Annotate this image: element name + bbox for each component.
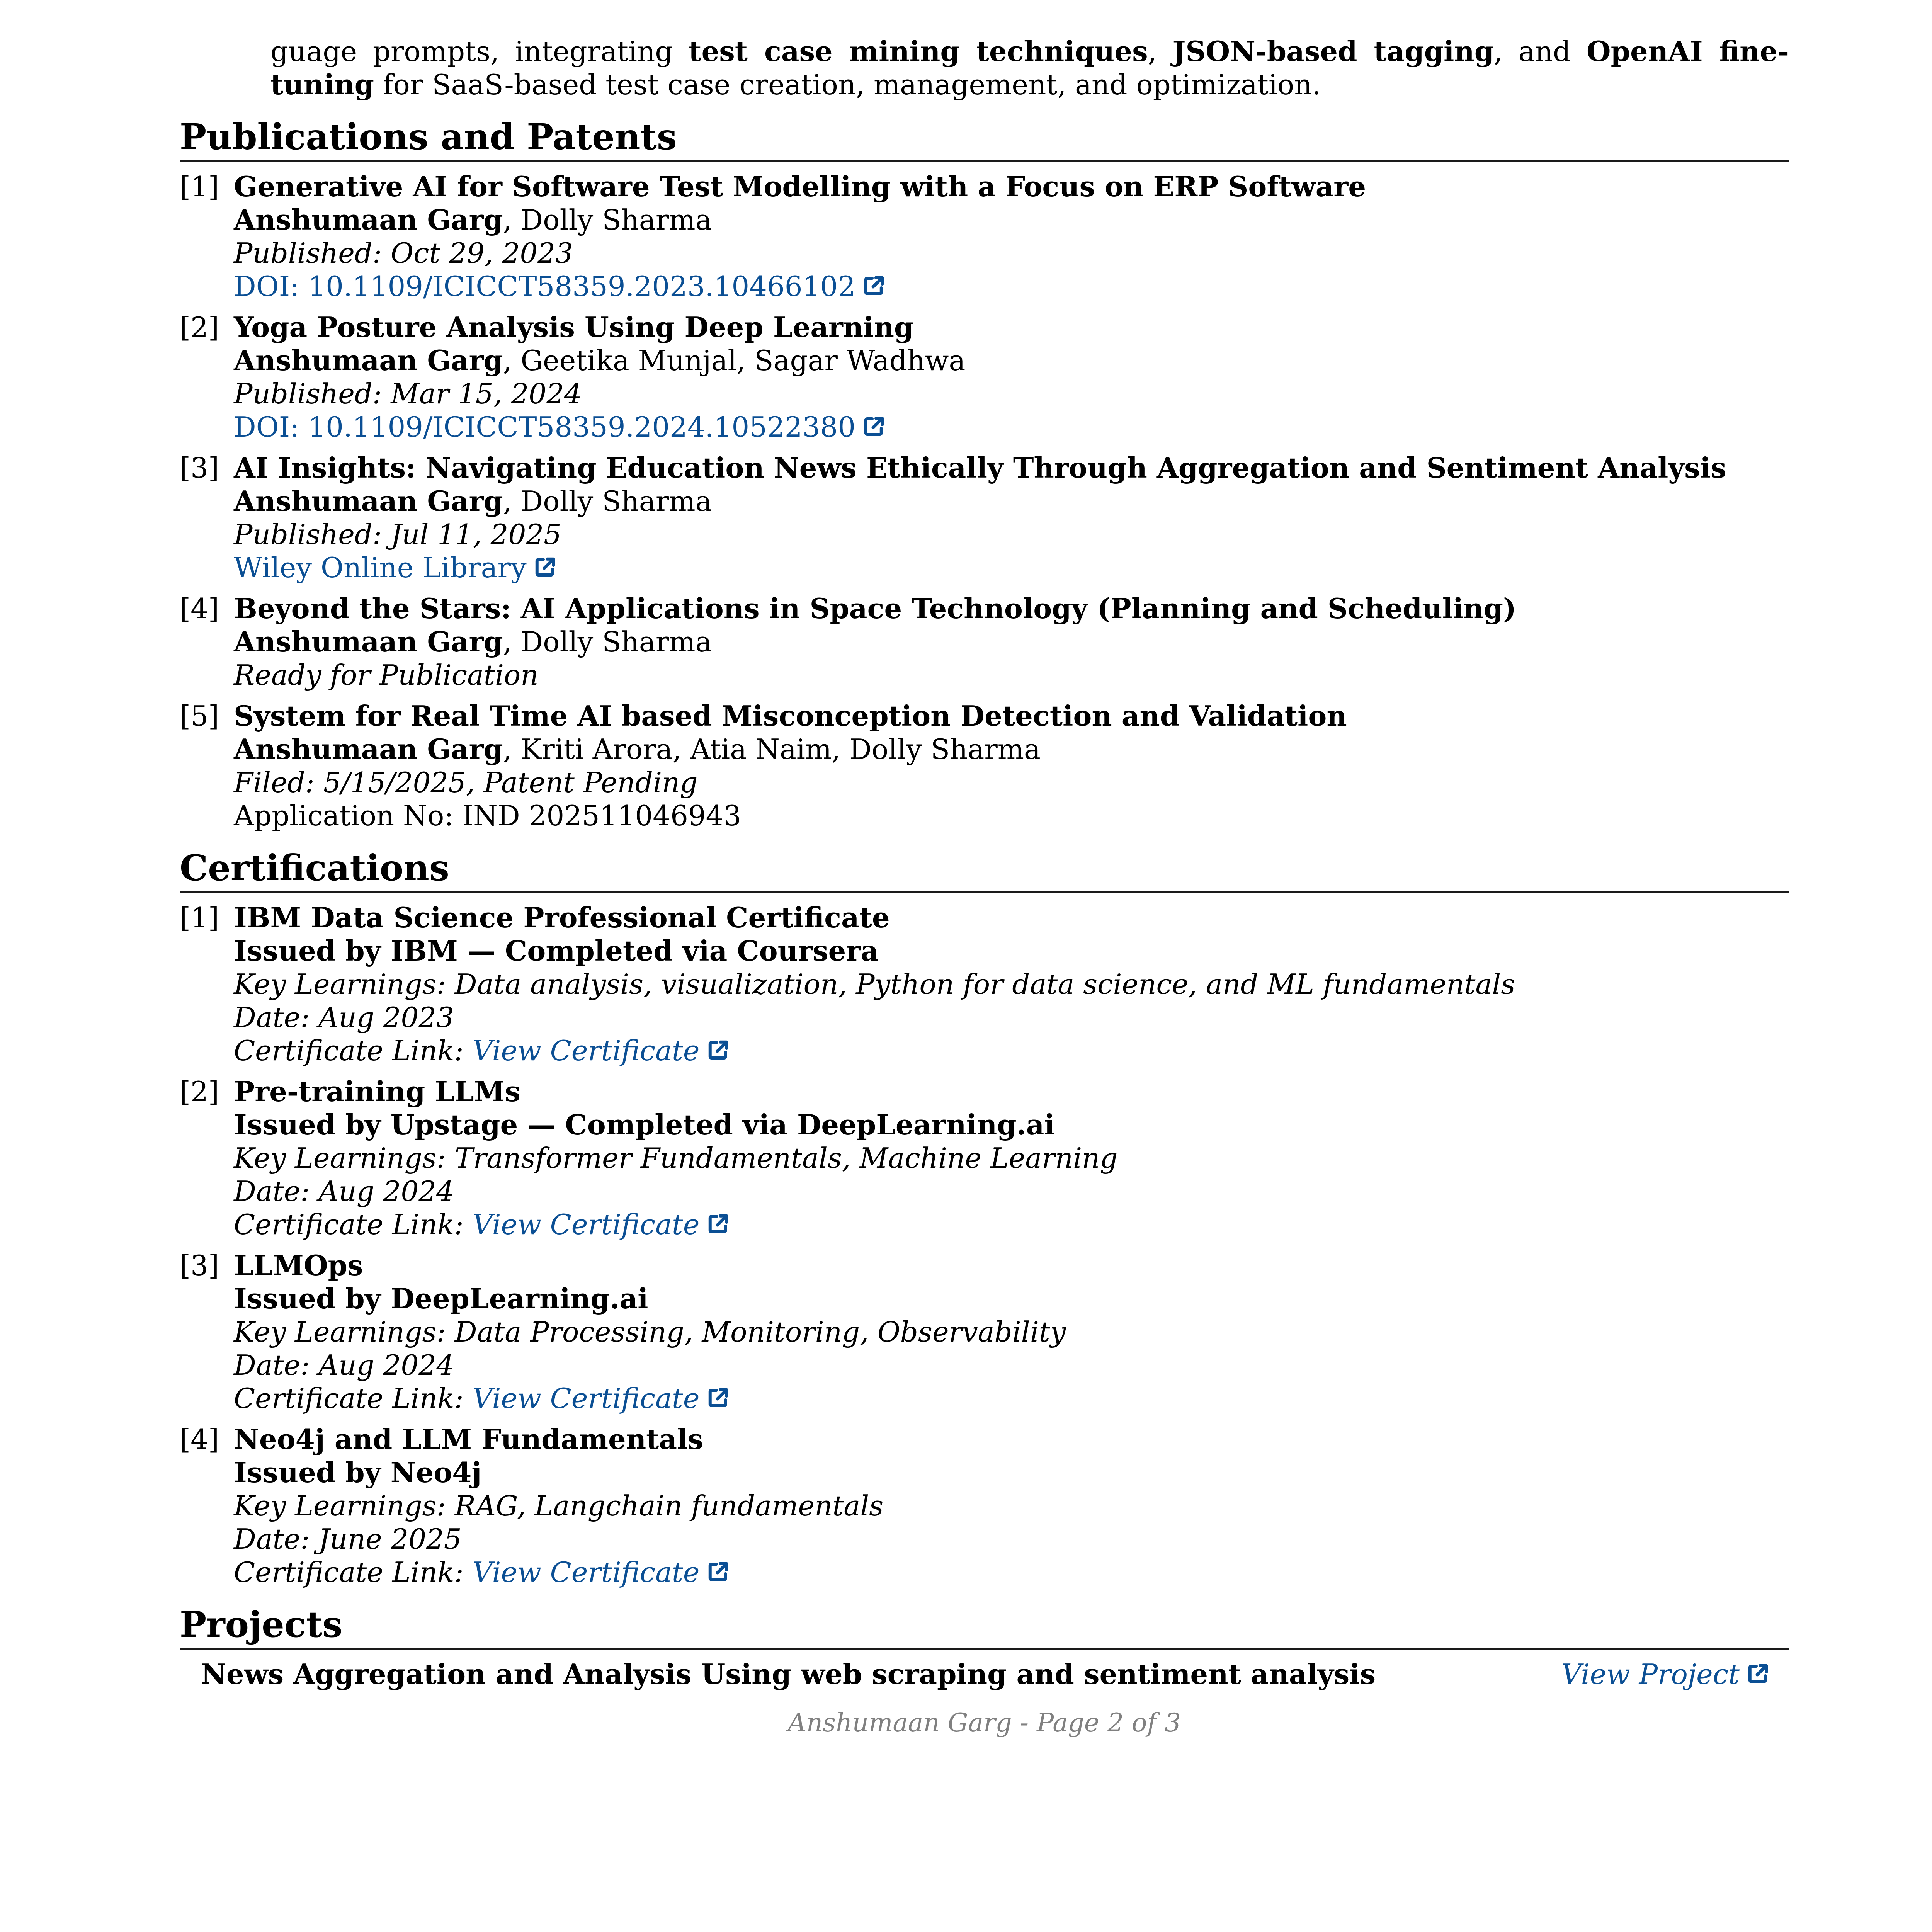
project-title: News Aggregation and Analysis Using web scraping and sentiment analysis [201, 1658, 1376, 1690]
certificate-link-row [234, 1382, 1789, 1415]
lead-author: Anshumaan Garg [234, 344, 503, 377]
certification-learnings: Key Learnings: Data Processing, Monitoring, Observability [234, 1316, 1066, 1348]
section-heading-projects: Projects [180, 1604, 343, 1645]
lead-author: Anshumaan Garg [234, 203, 503, 236]
certification-date: Date: Aug 2023 [234, 1001, 454, 1034]
section-divider [180, 160, 1789, 162]
certification-title: LLMOps [234, 1249, 363, 1282]
text-segment: , [1148, 35, 1173, 68]
item-number: [1] [180, 901, 219, 934]
coauthors: , Kriti Arora, Atia Naim, Dolly Sharma [503, 733, 1041, 765]
publication-doi-link[interactable] [234, 270, 1789, 303]
external-link-icon[interactable] [707, 1213, 730, 1236]
bold-keyword: JSON-based tagging [1172, 35, 1494, 68]
publication-details [234, 311, 1789, 444]
patent-status: Filed: 5/15/2025, Patent Pending [234, 766, 698, 799]
publication-title: AI Insights: Navigating Education News Ethically Through Aggregation and Sentiment Analysis [234, 451, 1726, 484]
external-link-icon [534, 556, 557, 579]
doi-link-text[interactable]: DOI: 10.1109/ICICCT58359.2023.10466102 [234, 270, 856, 303]
bold-keyword: OpenAI fine-tuning [270, 35, 1789, 101]
publication-details [234, 451, 1789, 584]
publication-doi-link[interactable] [234, 410, 1789, 444]
certification-title: Pre-training LLMs [234, 1075, 520, 1108]
text-segment: guage prompts, integrating [270, 35, 689, 68]
view-certificate-link[interactable]: View Certificate [472, 1382, 700, 1415]
certification-details [234, 1249, 1789, 1415]
item-number: [3] [180, 452, 219, 484]
view-certificate-link[interactable]: View Certificate [472, 1208, 700, 1241]
item-number: [4] [180, 1423, 219, 1456]
experience-continuation-paragraph [270, 35, 1789, 101]
certificate-link-label: Certificate Link: [234, 1382, 473, 1415]
certification-date: Date: Aug 2024 [234, 1175, 454, 1208]
publication-item [180, 592, 1789, 692]
item-number: [4] [180, 592, 219, 625]
certification-details [234, 901, 1789, 1067]
certification-item [180, 1423, 1789, 1589]
publication-details [234, 592, 1789, 692]
view-certificate-link[interactable]: View Certificate [472, 1556, 700, 1588]
doi-link-text[interactable]: DOI: 10.1109/ICICCT58359.2024.10522380 [234, 411, 856, 443]
external-link-icon[interactable] [707, 1039, 730, 1062]
item-number: [2] [180, 1075, 219, 1108]
publication-item [180, 451, 1789, 584]
publication-item [180, 170, 1789, 303]
publication-status: Published: Oct 29, 2023 [234, 237, 573, 269]
certification-date: Date: June 2025 [234, 1523, 462, 1555]
view-certificate-link[interactable]: View Certificate [472, 1034, 700, 1067]
item-number: [3] [180, 1249, 219, 1282]
publication-details [234, 170, 1789, 303]
certification-learnings: Key Learnings: RAG, Langchain fundamentals [234, 1490, 884, 1522]
section-divider [180, 891, 1789, 893]
coauthors: , Dolly Sharma [503, 626, 712, 658]
view-project-link-text[interactable]: View Project [1561, 1658, 1740, 1690]
view-project-link[interactable] [1561, 1658, 1770, 1691]
certification-title: IBM Data Science Professional Certificate [234, 901, 890, 934]
certificate-link-label: Certificate Link: [234, 1556, 473, 1588]
section-heading-certifications: Certifications [180, 847, 449, 889]
certification-title: Neo4j and LLM Fundamentals [234, 1423, 703, 1456]
coauthors: , Dolly Sharma [503, 485, 712, 517]
external-link-icon[interactable] [707, 1560, 730, 1583]
patent-application-number: Application No: IND 202511046943 [234, 799, 742, 832]
item-number: [1] [180, 170, 219, 203]
certification-learnings: Key Learnings: Data analysis, visualization, Python for data science, and ML fundamentals [234, 968, 1515, 1000]
publication-authors [234, 485, 1789, 518]
publication-wiley-link[interactable] [234, 551, 1789, 584]
publication-authors [234, 625, 1789, 658]
section-heading-publications: Publications and Patents [180, 116, 677, 158]
bold-keyword: test case mining techniques [689, 35, 1148, 68]
external-link-icon [862, 274, 886, 298]
publication-title: Beyond the Stars: AI Applications in Space Technology (Planning and Scheduling) [234, 592, 1517, 625]
lead-author: Anshumaan Garg [234, 485, 503, 517]
coauthors: , Geetika Munjal, Sagar Wadhwa [503, 344, 966, 377]
publication-status: Published: Mar 15, 2024 [234, 378, 582, 410]
certification-details [234, 1423, 1789, 1589]
item-number: [2] [180, 311, 219, 344]
publication-authors [234, 203, 1789, 236]
certification-item [180, 901, 1789, 1067]
certification-issuer: Issued by IBM — Completed via Coursera [234, 934, 879, 967]
page-footer: Anshumaan Garg - Page 2 of 3 [787, 1708, 1181, 1738]
patent-details [234, 699, 1789, 832]
certificate-link-label: Certificate Link: [234, 1034, 473, 1067]
publication-title: Generative AI for Software Test Modelling with a Focus on ERP Software [234, 170, 1366, 203]
certificate-link-row [234, 1208, 1789, 1241]
patent-title: System for Real Time AI based Misconception Detection and Validation [234, 699, 1347, 732]
patent-inventors [234, 733, 1789, 766]
patent-item [180, 699, 1789, 832]
certification-item [180, 1075, 1789, 1241]
certification-learnings: Key Learnings: Transformer Fundamentals, Machine Learning [234, 1142, 1118, 1174]
certificate-link-row [234, 1034, 1789, 1067]
wiley-link-text[interactable]: Wiley Online Library [234, 551, 527, 584]
text-segment: for SaaS-based test case creation, management, and optimization. [374, 68, 1321, 101]
external-link-icon[interactable] [707, 1386, 730, 1410]
certification-issuer: Issued by Neo4j [234, 1456, 482, 1489]
project-item [180, 1658, 1789, 1691]
external-link-icon [862, 415, 886, 438]
external-link-icon[interactable] [1747, 1662, 1770, 1685]
publication-title: Yoga Posture Analysis Using Deep Learning [234, 311, 914, 344]
certificate-link-label: Certificate Link: [234, 1208, 473, 1241]
item-number: [5] [180, 700, 219, 732]
publication-item [180, 311, 1789, 444]
certification-date: Date: Aug 2024 [234, 1349, 454, 1381]
certification-details [234, 1075, 1789, 1241]
certification-issuer: Issued by Upstage — Completed via DeepLearning.ai [234, 1108, 1055, 1141]
publication-status: Published: Jul 11, 2025 [234, 518, 561, 551]
coauthors: , Dolly Sharma [503, 204, 712, 236]
publication-authors [234, 344, 1789, 377]
lead-author: Anshumaan Garg [234, 733, 503, 765]
certificate-link-row [234, 1556, 1789, 1589]
section-divider [180, 1648, 1789, 1650]
publication-status: Ready for Publication [234, 659, 539, 691]
certification-issuer: Issued by DeepLearning.ai [234, 1282, 648, 1315]
lead-author: Anshumaan Garg [234, 625, 503, 658]
text-segment: , and [1494, 35, 1587, 68]
certification-item [180, 1249, 1789, 1415]
